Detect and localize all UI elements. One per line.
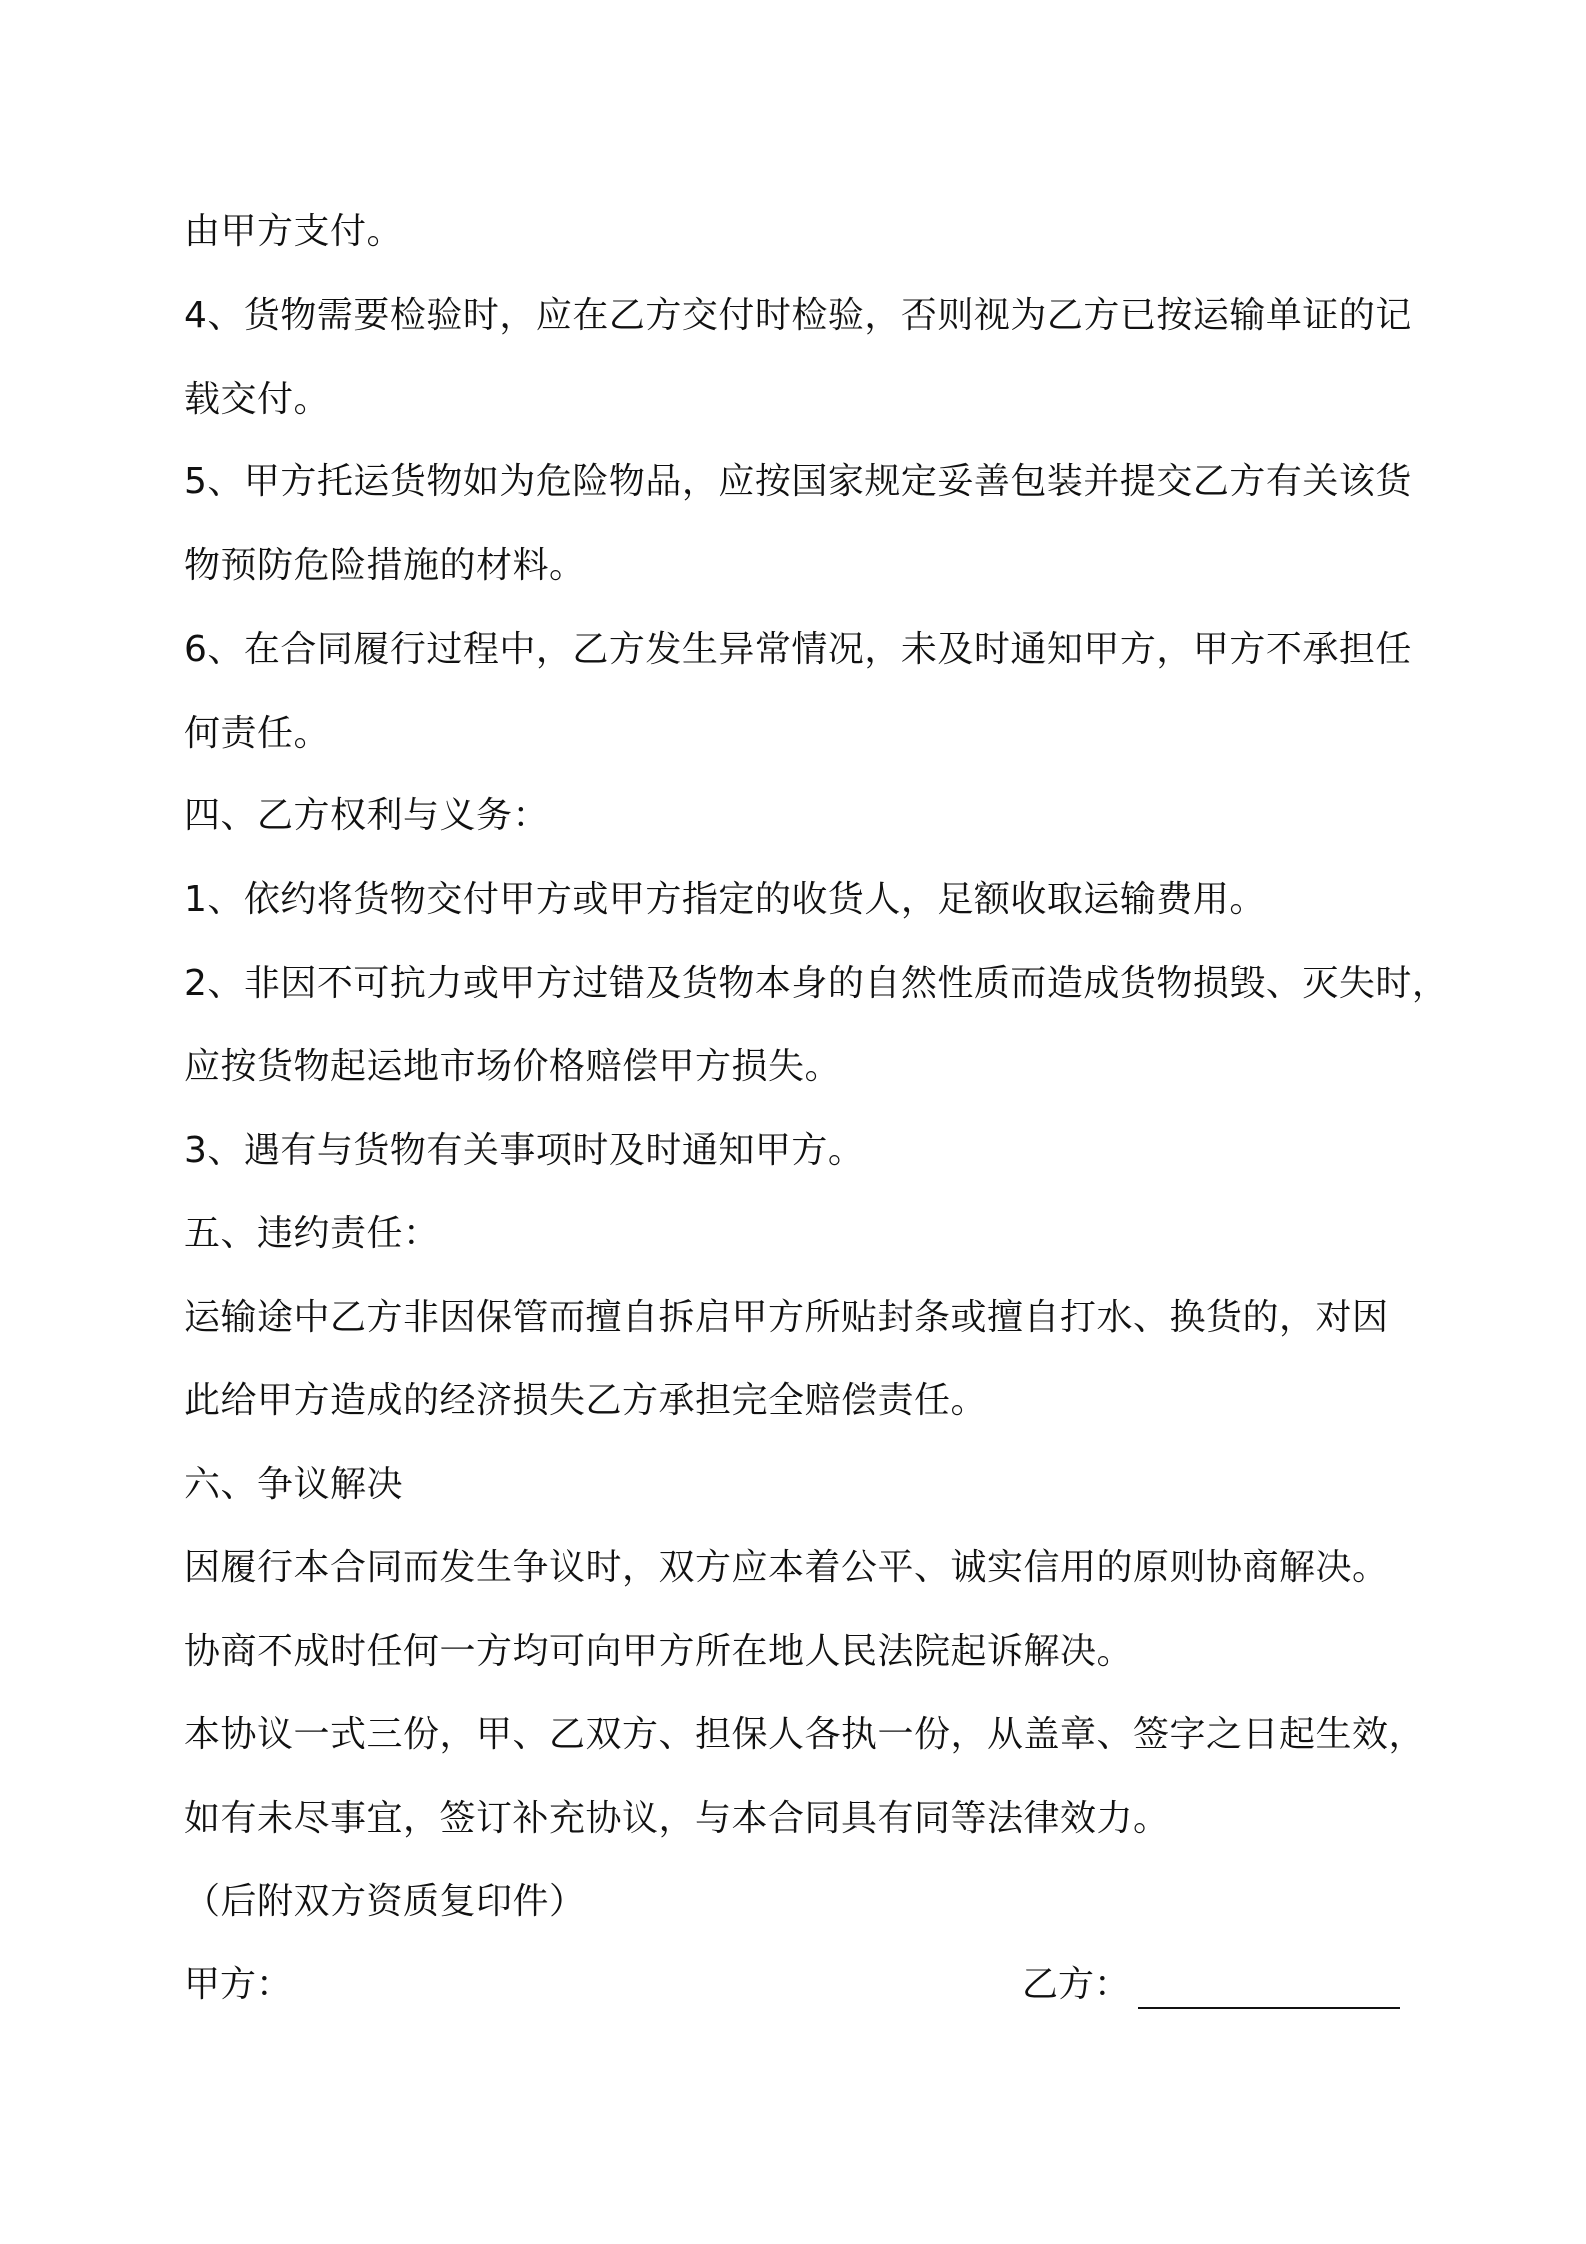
agreement-line-2: 如有未尽事宜，签订补充协议，与本合同具有同等法律效力。 [184,1798,1170,1839]
section-5-heading: 五、违约责任： [184,1213,440,1254]
text-line-payment: 由甲方支付。 [184,211,404,252]
section-6-line-1: 因履行本合同而发生争议时，双方应本着公平、诚实信用的原则协商解决。 [184,1547,1389,1588]
party-a-label: 甲方： [184,1964,293,2005]
clause-3-6-line-1: 6、在合同履行过程中，乙方发生异常情况，未及时通知甲方，甲方不承担任 [184,629,1412,670]
section-4-heading: 四、乙方权利与义务： [184,795,550,836]
clause-4-1: 1、依约将货物交付甲方或甲方指定的收货人，足额收取运输费用。 [184,879,1266,920]
party-b-signature [1022,1961,1400,2009]
clause-4-2-line-1: 2、非因不可抗力或甲方过错及货物本身的自然性质而造成货物损毁、灭失时， [184,963,1449,1004]
clause-3-5-line-1: 5、甲方托运货物如为危险物品，应按国家规定妥善包装并提交乙方有关该货 [184,461,1412,502]
section-6-line-2: 协商不成时任何一方均可向甲方所在地人民法院起诉解决。 [184,1631,1134,1672]
clause-4-3: 3、遇有与货物有关事项时及时通知甲方。 [184,1130,865,1171]
attachment-note: （后附双方资质复印件） [184,1881,586,1922]
clause-4-2-line-2: 应按货物起运地市场价格赔偿甲方损失。 [184,1046,842,1087]
clause-3-5-line-2: 物预防危险措施的材料。 [184,545,586,586]
section-6-heading: 六、争议解决 [184,1464,404,1505]
clause-3-4-line-1: 4、货物需要检验时，应在乙方交付时检验，否则视为乙方已按运输单证的记 [184,295,1412,336]
party-b-label: 乙方： [1022,1964,1131,2005]
section-5-line-1: 运输途中乙方非因保管而擅自拆启甲方所贴封条或擅自打水、换货的，对因 [184,1297,1389,1338]
party-b-signature-line [1138,1967,1400,2009]
agreement-line-1: 本协议一式三份，甲、乙双方、担保人各执一份，从盖章、签字之日起生效， [184,1714,1426,1755]
section-5-line-2: 此给甲方造成的经济损失乙方承担完全赔偿责任。 [184,1380,988,1421]
clause-3-4-line-2: 载交付。 [184,379,331,420]
clause-3-6-line-2: 何责任。 [184,713,331,754]
